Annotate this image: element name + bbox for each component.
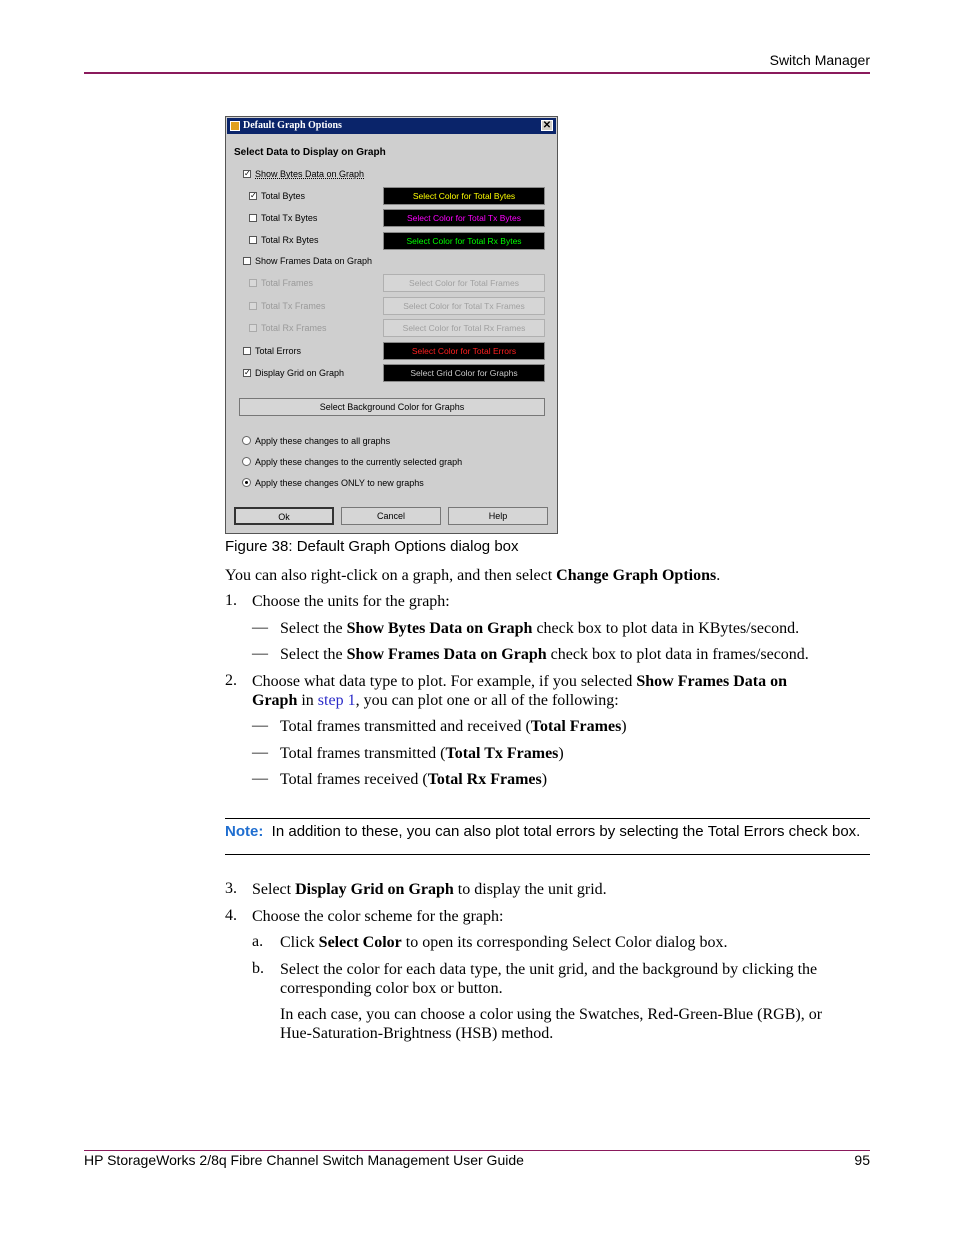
step-4b-line-4: Hue-Saturation-Brightness (HSB) method. (280, 1025, 554, 1042)
total-rx-frames-label: Total Rx Frames (261, 323, 327, 333)
step-1b-text: Select the Show Frames Data on Graph check box to plot data in frames/second. (280, 646, 809, 663)
step-4b-line-3: In each case, you can choose a color using the Swatches, Red-Green-Blue (RGB), or (280, 1006, 823, 1023)
dialog-titlebar (227, 118, 556, 134)
cancel-button[interactable]: Cancel (341, 507, 441, 525)
total-rx-bytes-color-button[interactable]: Select Color for Total Rx Bytes (383, 232, 545, 250)
step-4-text: Choose the color scheme for the graph: (252, 908, 504, 925)
dash: — (252, 717, 268, 734)
running-header: Switch Manager (769, 52, 870, 68)
total-tx-bytes-color-button[interactable]: Select Color for Total Tx Bytes (383, 209, 545, 227)
total-bytes-checkbox[interactable]: ✓ (250, 191, 257, 200)
step-4-number: 4. (225, 907, 237, 924)
total-bytes-color-button[interactable]: Select Color for Total Bytes (383, 187, 545, 205)
step-2-line-1: Choose what data type to plot. For example, if you selected Show Frames Data on (252, 673, 788, 690)
section-heading: Select Data to Display on Graph (234, 147, 386, 158)
total-errors-checkbox[interactable] (243, 347, 251, 355)
step-2-number: 2. (225, 672, 237, 689)
total-tx-frames-label: Total Tx Frames (261, 301, 326, 311)
radio-apply-all[interactable] (242, 436, 251, 445)
step-1-text: Choose the units for the graph: (252, 593, 450, 610)
app-icon (230, 121, 240, 131)
step-3-text: Select Display Grid on Graph to display the unit grid. (252, 881, 607, 898)
step-2b-text: Total frames transmitted (Total Tx Frames) (280, 745, 564, 762)
close-icon[interactable]: ✕ (542, 120, 552, 131)
ok-button[interactable]: Ok (234, 507, 334, 525)
step-1-link[interactable]: step 1 (317, 692, 356, 709)
show-bytes-label: Show Bytes Data on Graph (255, 169, 365, 179)
radio-apply-current-label: Apply these changes to the currently selected graph (255, 457, 463, 467)
dash: — (252, 619, 268, 636)
background-color-button[interactable]: Select Background Color for Graphs (239, 398, 545, 416)
radio-apply-all-label: Apply these changes to all graphs (255, 436, 391, 446)
total-errors-label: Total Errors (255, 346, 302, 356)
total-rx-bytes-label: Total Rx Bytes (261, 235, 319, 245)
step-1a-text: Select the Show Bytes Data on Graph check box to plot data in KBytes/second. (280, 620, 800, 637)
step-1-number: 1. (225, 592, 237, 609)
total-tx-frames-color-button[interactable]: Select Color for Total Tx Frames (383, 297, 545, 315)
note-rule-bottom (225, 854, 870, 855)
header-rule (84, 72, 870, 74)
step-4a-number: a. (252, 933, 264, 950)
total-frames-checkbox[interactable] (249, 279, 257, 287)
show-frames-label: Show Frames Data on Graph (255, 256, 373, 266)
dash: — (252, 770, 268, 787)
step-2a-text: Total frames transmitted and received (Total Frames) (280, 718, 627, 735)
show-bytes-checkbox[interactable]: ✓ (244, 169, 251, 178)
display-grid-checkbox[interactable]: ✓ (244, 368, 251, 377)
step-2-line-2: Graph in step 1, you can plot one or all of the following: (252, 692, 619, 709)
radio-apply-new-label: Apply these changes ONLY to new graphs (255, 478, 424, 488)
dash: — (252, 744, 268, 761)
footer-title: HP StorageWorks 2/8q Fibre Channel Switch Management User Guide (84, 1152, 524, 1168)
step-2c-text: Total frames received (Total Rx Frames) (280, 771, 548, 788)
total-rx-bytes-checkbox[interactable] (249, 236, 257, 244)
total-rx-frames-checkbox[interactable] (249, 324, 257, 332)
total-errors-color-button[interactable]: Select Color for Total Errors (383, 342, 545, 360)
show-frames-checkbox[interactable] (243, 257, 251, 265)
figure-caption: Figure 38: Default Graph Options dialog box (225, 538, 519, 555)
dialog-title: Default Graph Options (243, 120, 342, 131)
step-4a-text: Click Select Color to open its corresponding Select Color dialog box. (280, 934, 728, 951)
radio-apply-current[interactable] (242, 457, 251, 466)
total-tx-bytes-label: Total Tx Bytes (261, 213, 318, 223)
step-4b-line-2: corresponding color box or button. (280, 980, 503, 997)
total-frames-label: Total Frames (261, 278, 314, 288)
intro-paragraph: You can also right-click on a graph, and then select Change Graph Options. (225, 567, 721, 584)
step-3-number: 3. (225, 880, 237, 897)
note: Note: In addition to these, you can also plot total errors by selecting the Total Errors check box. (225, 823, 861, 840)
footer-rule (84, 1150, 870, 1151)
page-number: 95 (854, 1152, 870, 1168)
display-grid-label: Display Grid on Graph (255, 368, 345, 378)
default-graph-options-dialog (225, 116, 558, 534)
step-4b-number: b. (252, 960, 264, 977)
help-button[interactable]: Help (448, 507, 548, 525)
dash: — (252, 645, 268, 662)
note-rule-top (225, 818, 870, 819)
total-frames-color-button[interactable]: Select Color for Total Frames (383, 274, 545, 292)
total-bytes-label: Total Bytes (261, 191, 306, 201)
total-tx-bytes-checkbox[interactable] (249, 214, 257, 222)
radio-apply-new[interactable] (242, 478, 251, 487)
step-4b-line-1: Select the color for each data type, the unit grid, and the background by clicking the (280, 961, 818, 978)
total-tx-frames-checkbox[interactable] (249, 302, 257, 310)
total-rx-frames-color-button[interactable]: Select Color for Total Rx Frames (383, 319, 545, 337)
grid-color-button[interactable]: Select Grid Color for Graphs (383, 364, 545, 382)
